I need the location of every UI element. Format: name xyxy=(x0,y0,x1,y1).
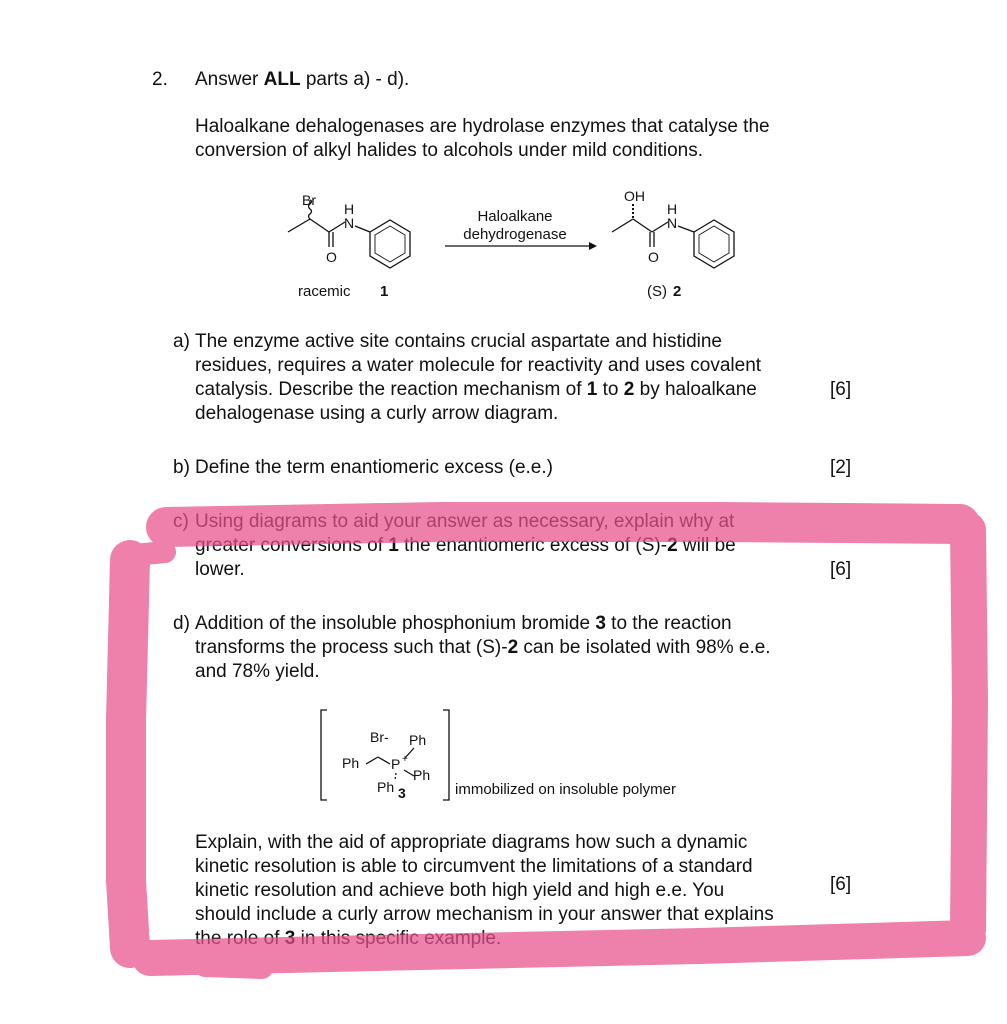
part-d-label: d) xyxy=(173,613,190,634)
part-b-label: b) xyxy=(173,457,190,478)
question-number: 2. xyxy=(152,69,168,90)
part-d-explain-5: the role of 3 in this specific example. xyxy=(195,928,502,949)
arrow-label-2: dehydrogenase xyxy=(463,226,567,243)
intro-line-2: conversion of alkyl halides to alcohols under mild conditions. xyxy=(195,140,703,161)
reactant-h-label: H xyxy=(344,201,355,217)
question-instruction: Answer ALL parts a) - d). xyxy=(195,69,410,90)
part-d-line-1: Addition of the insoluble phosphonium bromide 3 to the reaction xyxy=(195,613,732,634)
part-a-line-1: The enzyme active site contains crucial aspartate and histidine xyxy=(195,331,722,352)
salt-bromide-label: Br- xyxy=(370,729,389,745)
part-c-line-2: greater conversions of 1 the enantiomeric excess of (S)-2 will be xyxy=(195,535,736,556)
salt-phosphorus-label: P xyxy=(391,756,401,772)
part-d-explain-4: should include a curly arrow mechanism in your answer that explains xyxy=(195,904,774,925)
reactant-o-label: O xyxy=(326,249,337,265)
part-c-label: c) xyxy=(173,511,189,532)
reactant-n-label: N xyxy=(344,215,355,231)
part-c-line-1: Using diagrams to aid your answer as necessary, explain why at xyxy=(195,511,735,532)
product-caption: (S) xyxy=(647,283,667,300)
part-a-label: a) xyxy=(173,331,190,352)
part-a-line-3: catalysis. Describe the reaction mechanism of 1 to 2 by haloalkane xyxy=(195,379,757,400)
salt-plus-charge: + xyxy=(402,754,408,765)
product-o-label: O xyxy=(648,249,659,265)
product-oh-label: OH xyxy=(624,188,645,204)
salt-ph-top-label: Ph xyxy=(409,732,427,748)
part-d-explain-2: kinetic resolution is able to circumvent the limitations of a standard xyxy=(195,856,753,877)
immobilized-note: immobilized on insoluble polymer xyxy=(455,781,676,798)
reactant-caption: racemic xyxy=(298,283,351,300)
reactant-br-label: Br xyxy=(302,192,316,208)
arrow-label-1: Haloalkane xyxy=(477,208,553,225)
part-a-line-4: dehalogenase using a curly arrow diagram. xyxy=(195,403,559,424)
part-c-line-3: lower. xyxy=(195,559,245,580)
intro-line-1: Haloalkane dehalogenases are hydrolase enzymes that catalyse the xyxy=(195,116,770,137)
salt-ph-bottom-label: Ph xyxy=(377,779,395,795)
highlighter-bottom-corner-stroke xyxy=(205,966,262,968)
part-a-marks: [6] xyxy=(830,379,852,400)
part-b-text: Define the term enantiomeric excess (e.e.) xyxy=(195,457,553,478)
salt-ph-left-label: Ph xyxy=(342,755,360,771)
product-h-label: H xyxy=(667,201,678,217)
part-d-line-2: transforms the process such that (S)-2 can be isolated with 98% e.e. xyxy=(195,637,771,658)
reactant-number: 1 xyxy=(380,283,389,300)
part-b-marks: [2] xyxy=(830,457,852,478)
product-number: 2 xyxy=(673,283,682,300)
product-n-label: N xyxy=(667,215,678,231)
salt-ph-right-label: Ph xyxy=(413,767,431,783)
salt-number: 3 xyxy=(398,785,406,801)
part-d-marks: [6] xyxy=(830,874,852,895)
part-d-explain-1: Explain, with the aid of appropriate diagrams how such a dynamic xyxy=(195,832,748,853)
part-a-line-2: residues, requires a water molecule for reactivity and uses covalent xyxy=(195,355,762,376)
part-d-line-3: and 78% yield. xyxy=(195,661,320,682)
part-d-explain-3: kinetic resolution and achieve both high yield and high e.e. You xyxy=(195,880,725,901)
part-c-marks: [6] xyxy=(830,559,852,580)
